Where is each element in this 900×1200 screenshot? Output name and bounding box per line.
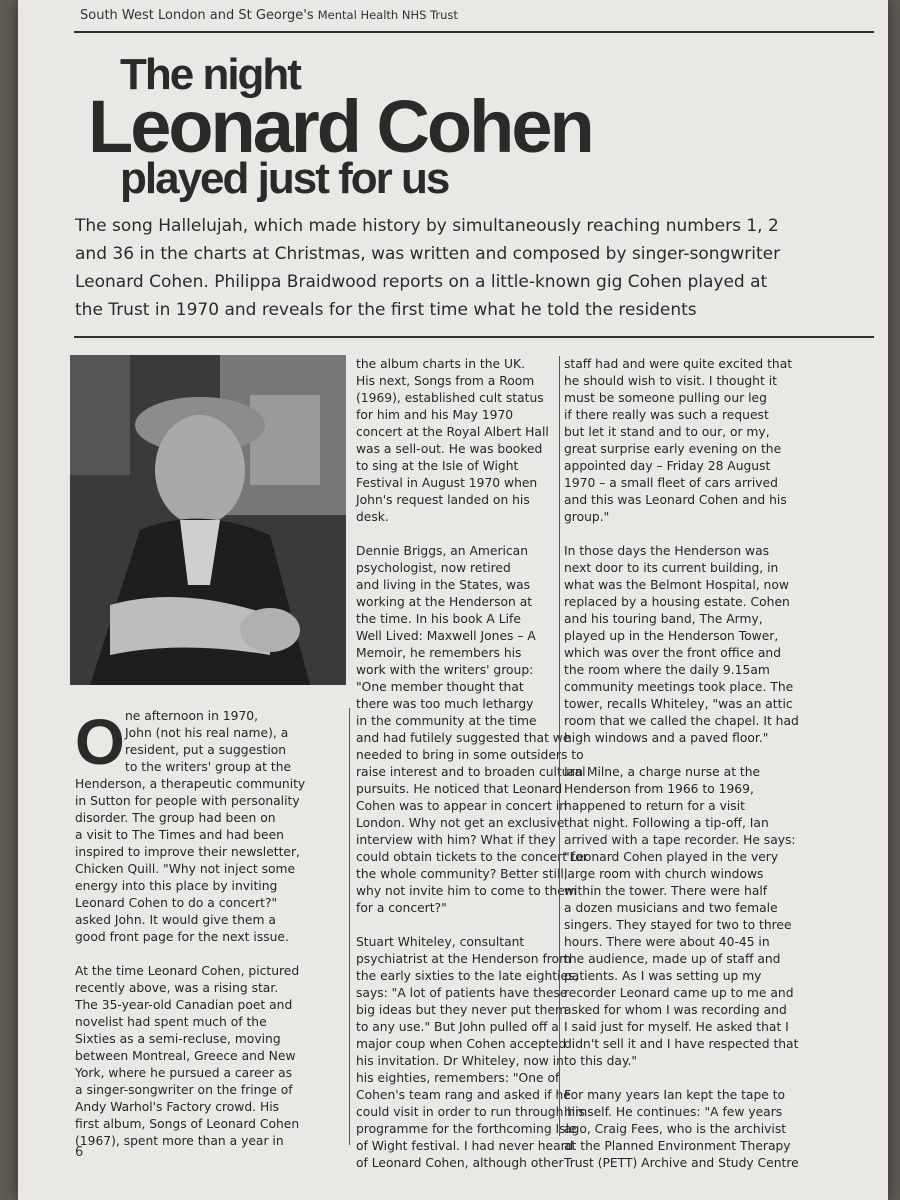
- text-line: his eighties, remembers: "One of: [356, 1071, 560, 1085]
- column-1: [75, 708, 337, 1150]
- text-line: major coup when Cohen accepted: [356, 1037, 567, 1051]
- text-line: didn't sell it and I have respected that: [564, 1037, 799, 1051]
- text-line: was a sell-out. He was booked: [356, 442, 543, 456]
- standfirst-rule: [74, 336, 874, 338]
- text-line: working at the Henderson at: [356, 595, 533, 609]
- text-line: 1970 – a small fleet of cars arrived: [564, 476, 778, 490]
- standfirst-line: and 36 in the charts at Christmas, was written and composed by singer-songwriter: [75, 244, 781, 264]
- text-line: which was over the front office and: [564, 646, 782, 660]
- text-line: room that we called the chapel. It had: [564, 714, 799, 728]
- text-line: to this day.": [564, 1054, 638, 1068]
- text-line: inspired to improve their newsletter,: [75, 845, 300, 859]
- standfirst-line: Leonard Cohen. Philippa Braidwood reports on a little-known gig Cohen played at: [75, 272, 768, 292]
- text-line: the audience, made up of staff and: [564, 952, 781, 966]
- text-line: at the Planned Environment Therapy: [564, 1139, 791, 1153]
- title-line-2: Leonard Cohen: [88, 85, 592, 168]
- text-line: large room with church windows: [564, 867, 764, 881]
- text-line: his invitation. Dr Whiteley, now in: [356, 1054, 564, 1068]
- text-line: interview with him? What if they: [356, 833, 556, 847]
- text-line: appointed day – Friday 28 August: [564, 459, 771, 473]
- page-number: 6: [75, 1145, 84, 1160]
- text-line: to the writers' group at the: [125, 760, 292, 774]
- text-line: in Sutton for people with personality: [75, 794, 300, 808]
- text-line: to sing at the Isle of Wight: [356, 459, 519, 473]
- text-line: work with the writers' group:: [356, 663, 534, 677]
- title-line-1: The night: [120, 50, 300, 99]
- text-line: I said just for myself. He asked that I: [564, 1020, 789, 1034]
- text-line: for a concert?": [356, 901, 447, 915]
- text-line: community meetings took place. The: [564, 680, 794, 694]
- paragraph-gap: [356, 917, 580, 934]
- paragraph-gap: [75, 946, 337, 963]
- text-line: a singer-songwriter on the fringe of: [75, 1083, 293, 1097]
- text-line: York, where he pursued a career as: [75, 1066, 293, 1080]
- text-line: the room where the daily 9.15am: [564, 663, 770, 677]
- text-line: himself. He continues: "A few years: [564, 1105, 783, 1119]
- text-line: says: "A lot of patients have these: [356, 986, 568, 1000]
- text-line: Festival in August 1970 when: [356, 476, 538, 490]
- standfirst-line: The song Hallelujah, which made history by simultaneously reaching numbers 1, 2: [75, 216, 779, 236]
- text-line: recorder Leonard came up to me and: [564, 986, 794, 1000]
- text-line: could obtain tickets to the concert for: [356, 850, 588, 864]
- text-line: of Leonard Cohen, although other: [356, 1156, 564, 1170]
- text-line: novelist had spent much of the: [75, 1015, 267, 1029]
- column-3-body: [564, 356, 819, 1172]
- text-line: staff had and were quite excited that: [564, 357, 793, 371]
- text-line: ago, Craig Fees, who is the archivist: [564, 1122, 787, 1136]
- text-line: a visit to The Times and had been: [75, 828, 284, 842]
- text-line: great surprise early evening on the: [564, 442, 782, 456]
- text-line: why not invite him to come to them: [356, 884, 577, 898]
- text-line: could visit in order to run through his: [356, 1105, 585, 1119]
- text-line: "One member thought that: [356, 680, 524, 694]
- text-line: and his touring band, The Army,: [564, 612, 763, 626]
- text-line: In those days the Henderson was: [564, 544, 770, 558]
- text-line: Ian Milne, a charge nurse at the: [564, 765, 761, 779]
- text-line: patients. As I was setting up my: [564, 969, 762, 983]
- text-line: within the tower. There were half: [564, 884, 768, 898]
- text-line: for him and his May 1970: [356, 408, 514, 422]
- text-line: asked John. It would give them a: [75, 913, 276, 927]
- text-line: the time. In his book A Life: [356, 612, 521, 626]
- text-line: resident, put a suggestion: [125, 743, 287, 757]
- text-line: Andy Warhol's Factory crowd. His: [75, 1100, 280, 1114]
- text-line: in the community at the time: [356, 714, 537, 728]
- text-line: needed to bring in some outsiders to: [356, 748, 584, 762]
- text-line: happened to return for a visit: [564, 799, 745, 813]
- text-line: he should wish to visit. I thought it: [564, 374, 777, 388]
- text-line: Well Lived: Maxwell Jones – A: [356, 629, 536, 643]
- text-line: and living in the States, was: [356, 578, 531, 592]
- text-line: first album, Songs of Leonard Cohen: [75, 1117, 300, 1131]
- text-line: energy into this place by inviting: [75, 879, 278, 893]
- text-line: hours. There were about 40-45 in: [564, 935, 770, 949]
- text-line: Memoir, he remembers his: [356, 646, 522, 660]
- org-name-prefix: South West London and St George's: [80, 8, 314, 23]
- org-name-suffix: Mental Health NHS Trust: [317, 8, 458, 22]
- text-line: (1967), spent more than a year in: [75, 1134, 284, 1148]
- text-line: arrived with a tape recorder. He says:: [564, 833, 796, 847]
- text-line: psychiatrist at the Henderson from: [356, 952, 572, 966]
- text-line: psychologist, now retired: [356, 561, 511, 575]
- text-line: programme for the forthcoming Isle: [356, 1122, 577, 1136]
- text-line: what was the Belmont Hospital, now: [564, 578, 789, 592]
- text-line: tower, recalls Whiteley, "was an attic: [564, 697, 793, 711]
- text-line: high windows and a paved floor.": [564, 731, 769, 745]
- text-line: there was too much lethargy: [356, 697, 534, 711]
- text-line: played up in the Henderson Tower,: [564, 629, 779, 643]
- text-line: must be someone pulling our leg: [564, 391, 767, 405]
- column-1-body: [75, 776, 337, 1150]
- text-line: group.": [564, 510, 610, 524]
- portrait-photo: [70, 355, 346, 685]
- text-line: of Wight festival. I had never heard: [356, 1139, 574, 1153]
- text-line: that night. Following a tip-off, Ian: [564, 816, 769, 830]
- text-line: Stuart Whiteley, consultant: [356, 935, 525, 949]
- paragraph-gap: [356, 526, 580, 543]
- text-line: Chicken Quill. "Why not inject some: [75, 862, 296, 876]
- text-line: ne afternoon in 1970,: [125, 709, 259, 723]
- text-line: "Leonard Cohen played in the very: [564, 850, 779, 864]
- header-rule: [74, 31, 874, 33]
- text-line: Dennie Briggs, an American: [356, 544, 529, 558]
- magazine-page: [18, 0, 888, 1200]
- column-2: [356, 356, 588, 1172]
- portrait-photo-icon: [70, 355, 346, 685]
- column-3: [564, 356, 819, 1172]
- text-line: desk.: [356, 510, 389, 524]
- text-line: recently above, was a rising star.: [75, 981, 279, 995]
- text-line: (1969), established cult status: [356, 391, 544, 405]
- column-2-body: [356, 356, 588, 1172]
- text-line: next door to its current building, in: [564, 561, 779, 575]
- text-line: raise interest and to broaden cultural: [356, 765, 586, 779]
- text-line: The 35-year-old Canadian poet and: [75, 998, 293, 1012]
- text-line: Sixties as a semi-recluse, moving: [75, 1032, 281, 1046]
- text-line: a dozen musicians and two female: [564, 901, 778, 915]
- paragraph-gap: [564, 526, 819, 543]
- text-line: and had futilely suggested that we: [356, 731, 571, 745]
- text-line: to any use." But John pulled off a: [356, 1020, 559, 1034]
- text-line: replaced by a housing estate. Cohen: [564, 595, 790, 609]
- text-line: singers. They stayed for two to three: [564, 918, 792, 932]
- text-line: Henderson from 1966 to 1969,: [564, 782, 754, 796]
- text-line: disorder. The group had been on: [75, 811, 276, 825]
- column-divider: [559, 356, 560, 1136]
- text-line: Leonard Cohen to do a concert?": [75, 896, 278, 910]
- standfirst-line: the Trust in 1970 and reveals for the first time what he told the residents: [75, 300, 697, 320]
- text-line: good front page for the next issue.: [75, 930, 289, 944]
- text-line: the whole community? Better still,: [356, 867, 568, 881]
- text-line: Trust (PETT) Archive and Study Centre: [564, 1156, 799, 1170]
- text-line: concert at the Royal Albert Hall: [356, 425, 549, 439]
- text-line: At the time Leonard Cohen, pictured: [75, 964, 300, 978]
- text-line: Cohen was to appear in concert in: [356, 799, 568, 813]
- paragraph-gap: [564, 747, 819, 764]
- text-line: pursuits. He noticed that Leonard: [356, 782, 563, 796]
- drop-cap: O: [75, 706, 125, 778]
- text-line: For many years Ian kept the tape to: [564, 1088, 786, 1102]
- column-divider: [349, 708, 350, 1145]
- text-line: the album charts in the UK.: [356, 357, 525, 371]
- text-line: and this was Leonard Cohen and his: [564, 493, 787, 507]
- text-line: His next, Songs from a Room: [356, 374, 535, 388]
- text-line: London. Why not get an exclusive: [356, 816, 565, 830]
- text-line: Cohen's team rang and asked if he: [356, 1088, 571, 1102]
- text-line: John's request landed on his: [356, 493, 530, 507]
- text-line: Henderson, a therapeutic community: [75, 777, 306, 791]
- text-line: John (not his real name), a: [125, 726, 289, 740]
- text-line: if there really was such a request: [564, 408, 769, 422]
- text-line: asked for whom I was recording and: [564, 1003, 787, 1017]
- paragraph-gap: [564, 1070, 819, 1087]
- text-line: the early sixties to the late eighties,: [356, 969, 579, 983]
- text-line: between Montreal, Greece and New: [75, 1049, 296, 1063]
- standfirst: [75, 212, 880, 324]
- text-line: but let it stand and to our, or my,: [564, 425, 770, 439]
- running-head: [80, 8, 458, 23]
- title-line-3: played just for us: [120, 154, 449, 203]
- text-line: big ideas but they never put them: [356, 1003, 567, 1017]
